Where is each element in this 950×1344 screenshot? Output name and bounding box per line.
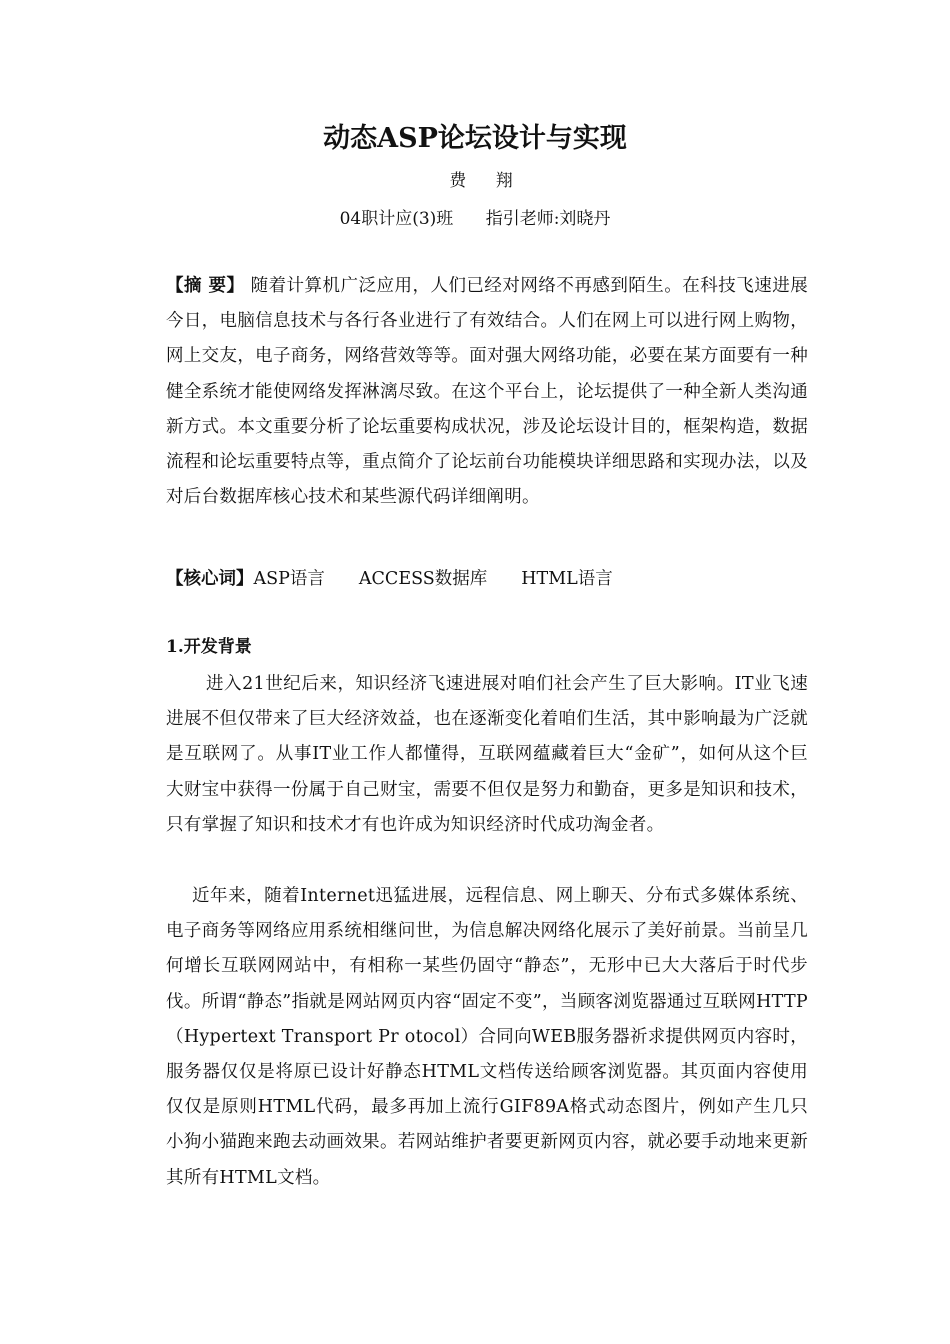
abstract-text: 随着计算机广泛应用，人们已经对网络不再感到陌生。在科技飞速进展今日，电脑信息技术与各行各业进行了有效结合。人们在网上可以进行网上购物，网上交友，电子商务，网络营效等等。面对强大网络功能，必要在某方面要有一种健全系统才能使网络发挥淋漓尽致。在这个平台上，论坛提供了一种全新人类沟通新方式。本文重要分析了论坛重要构成状况，涉及论坛设计目的，框架构造，数据流程和论坛重要特点等，重点简介了论坛前台功能模块详细思路和实现办法，以及对后台数据库核心技术和某些源代码详细阐明。 (166, 276, 808, 508)
abstract-label: 【摘 要】 (166, 276, 245, 296)
keyword-item: ASP语言 (253, 569, 325, 589)
keywords-line (166, 562, 808, 597)
section-heading: 1.开发背景 (166, 637, 252, 657)
body-paragraph: 进入21世纪后来，知识经济飞速进展对咱们社会产生了巨大影响。IT业飞速进展不但仅带来了巨大经济效益，也在逐渐变化着咱们生活，其中影响最为广泛就是互联网了。从事IT业工作人都懂得，互联网蕴藏着巨大“金矿”，如何从这个巨大财宝中获得一份属于自己财宝，需要不但仅是努力和勤奋，更多是知识和技术，只有掌握了知识和技术才有也许成为知识经济时代成功淘金者。 (166, 674, 808, 835)
keyword-item: ACCESS数据库 (358, 569, 488, 589)
author-affiliation: 04职计应(3)班 指引老师:刘晓丹 (339, 209, 611, 229)
keyword-item: HTML语言 (521, 569, 613, 589)
abstract-paragraph (166, 269, 808, 515)
keywords-label: 【核心词】 (166, 569, 254, 589)
paper-title: 动态ASP论坛设计与实现 (323, 123, 627, 154)
body-paragraph: 近年来，随着Internet迅猛进展，远程信息、网上聊天、分布式多媒体系统、电子商务等网络应用系统相继问世，为信息解决网络化展示了美好前景。当前呈几何增长互联网网站中，有相称一某些仍固守“静态”，无形中已大大落后于时代步伐。所谓“静态”指就是网站网页内容“固定不变”，当顾客浏览器通过互联网HTTP（Hypertext Transport Pr otocol）合同向WEB服务器祈求提供网页内容时，服务器仅仅是将原已设计好静态HTML文档传送给顾客浏览器。其页面内容使用仅仅是原则HTML代码，最多再加上流行GIF89A格式动态图片，例如产生几只小狗小猫跑来跑去动画效果。若网站维护者要更新网页内容，就必要手动地来更新其所有HTML文档。 (166, 886, 808, 1188)
author-name: 费 翔 (449, 171, 525, 191)
